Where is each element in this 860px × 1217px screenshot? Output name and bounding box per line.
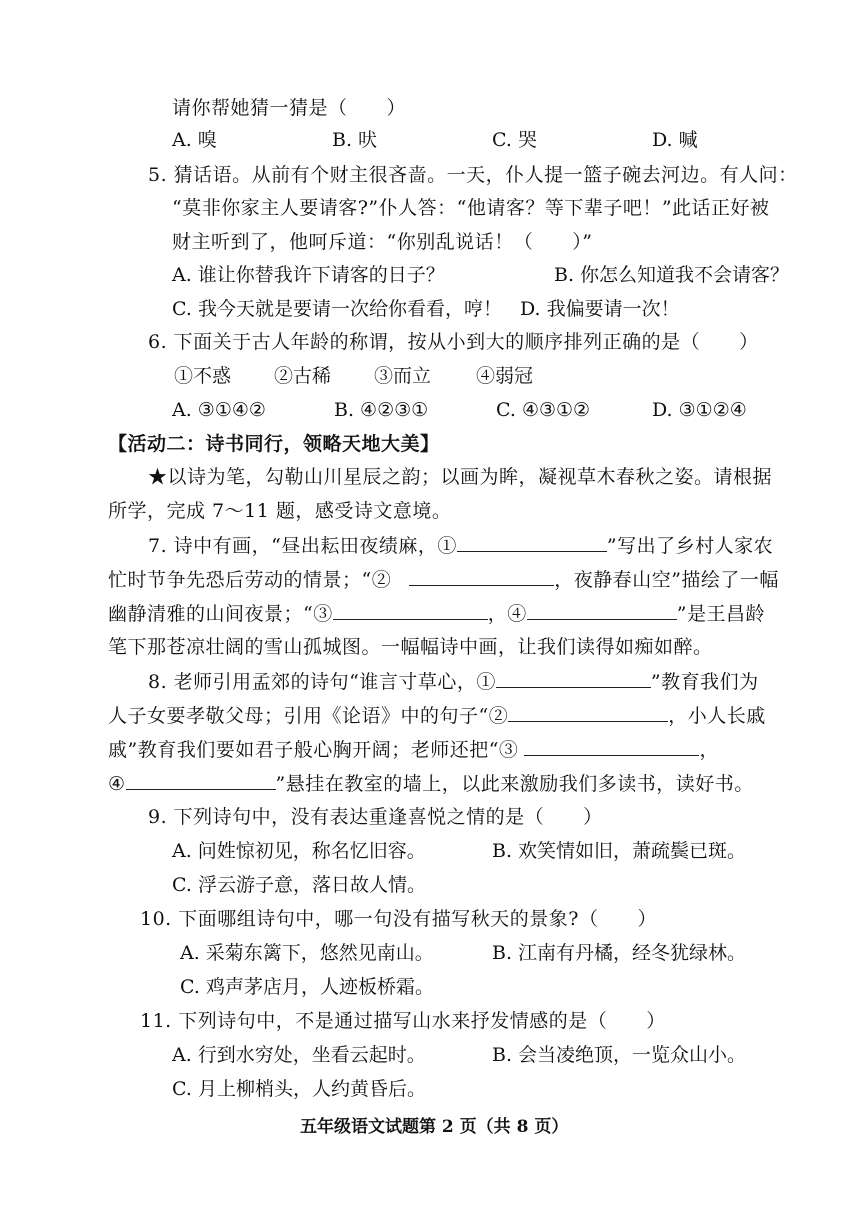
q10-line-1: 10. 下面哪组诗句中，哪一句没有描写秋天的景象?（ ） [140, 908, 657, 930]
q6-term-2: ②古稀 [274, 365, 332, 387]
q7-line-3: 幽静清雅的山间夜景；“③ ，④ ”是王昌龄 [108, 603, 765, 625]
q8-line-2: 人子女要孝敬父母；引用《论语》中的句子“② ，小人长戚 [108, 705, 766, 727]
q7-line-1: 7. 诗中有画，“昼出耘田夜绩麻，① ”写出了乡村人家农 [148, 535, 774, 557]
q11-option-b: B. 会当凌绝顶，一览众山小。 [492, 1044, 747, 1066]
q6-term-1: ①不惑 [174, 365, 232, 387]
q4-prompt: 请你帮她猜一猜是（ ） [172, 97, 407, 119]
q11-option-a: A. 行到水穷处，坐看云起时。 [172, 1044, 426, 1066]
q6-term-3: ③而立 [374, 365, 432, 387]
q7-blank-4[interactable] [527, 601, 677, 620]
q4-option-a: A. 嗅 [172, 129, 217, 151]
q8-blank-4[interactable] [126, 771, 276, 790]
q10-option-a: A. 采菊东篱下，悠然见南山。 [180, 942, 434, 964]
activity2-intro-2: 所学，完成 7～11 题，感受诗文意境。 [108, 500, 452, 522]
q5-line-2: “莫非你家主人要请客?”仆人答：“他请客？等下辈子吧！”此话正好被 [172, 197, 770, 219]
q5-line-1: 5. 猜话语。从前有个财主很吝啬。一天，仆人提一篮子碗去河边。有人问： [148, 164, 798, 186]
q8-line-3: 戚”教育我们要如君子般心胸开阔；老师还把“③ ， [108, 739, 719, 761]
activity2-intro-1: ★以诗为笔，勾勒山川星辰之韵；以画为眸，凝视草木春秋之姿。请根据 [148, 466, 773, 488]
activity2-title: 【活动二：诗书同行，领略天地大美】 [108, 433, 440, 455]
q4-option-c: C. 哭 [492, 129, 537, 151]
q10-option-c: C. 鸡声茅店月，人迹板桥霜。 [180, 976, 434, 998]
q11-line-1: 11. 下列诗句中，不是通过描写山水来抒发情感的是（ ） [140, 1010, 666, 1032]
q7-blank-3[interactable] [333, 601, 488, 620]
q6-option-b: B. ④②③① [334, 399, 429, 421]
q7-line-4: 笔下那苍凉壮阔的雪山孤城图。一幅幅诗中画，让我们读得如痴如醉。 [108, 636, 713, 658]
q6-option-d: D. ③①②④ [652, 399, 747, 421]
q5-option-d: D. 我偏要请一次！ [520, 298, 680, 320]
q9-line-1: 9. 下列诗句中，没有表达重逢喜悦之情的是（ ） [148, 806, 603, 828]
q9-option-c: C. 浮云游子意，落日故人情。 [172, 874, 426, 896]
star-icon: ★ [148, 466, 168, 488]
q8-line-1: 8. 老师引用孟郊的诗句“谁言寸草心，① ”教育我们为 [148, 671, 759, 693]
q7-blank-1[interactable] [457, 533, 607, 552]
q5-line-3: 财主听到了，他呵斥道：“你别乱说话！（ ）” [172, 231, 593, 253]
q5-option-b: B. 你怎么知道我不会请客？ [554, 264, 790, 286]
page-footer: 五年级语文试题第 2 页（共 8 页） [300, 1117, 569, 1137]
q10-option-b: B. 江南有丹橘，经冬犹绿林。 [492, 942, 747, 964]
q8-blank-1[interactable] [496, 669, 651, 688]
q5-option-c: C. 我今天就是要请一次给你看看，哼！ [172, 298, 502, 320]
q6-option-c: C. ④③①② [496, 399, 591, 421]
q9-option-b: B. 欢笑情如旧，萧疏鬓已斑。 [492, 840, 747, 862]
q5-option-a: A. 谁让你替我许下请客的日子？ [172, 264, 445, 286]
q8-blank-3[interactable] [524, 737, 699, 756]
q7-line-2: 忙时节争先恐后劳动的情景；“② ，夜静春山空”描绘了一幅 [108, 569, 779, 591]
q11-option-c: C. 月上柳梢头，人约黄昏后。 [172, 1078, 426, 1100]
q4-option-d: D. 喊 [652, 129, 698, 151]
q4-option-b: B. 吠 [332, 129, 378, 151]
q6-option-a: A. ③①④② [172, 399, 266, 421]
q7-blank-2[interactable] [409, 567, 554, 586]
q8-line-4: ④ ”悬挂在教室的墙上，以此来激励我们多读书，读好书。 [108, 773, 754, 795]
q6-term-4: ④弱冠 [476, 365, 534, 387]
q9-option-a: A. 问姓惊初见，称名忆旧容。 [172, 840, 426, 862]
q6-line-1: 6. 下面关于古人年龄的称谓，按从小到大的顺序排列正确的是（ ） [148, 331, 759, 353]
q8-blank-2[interactable] [508, 703, 668, 722]
